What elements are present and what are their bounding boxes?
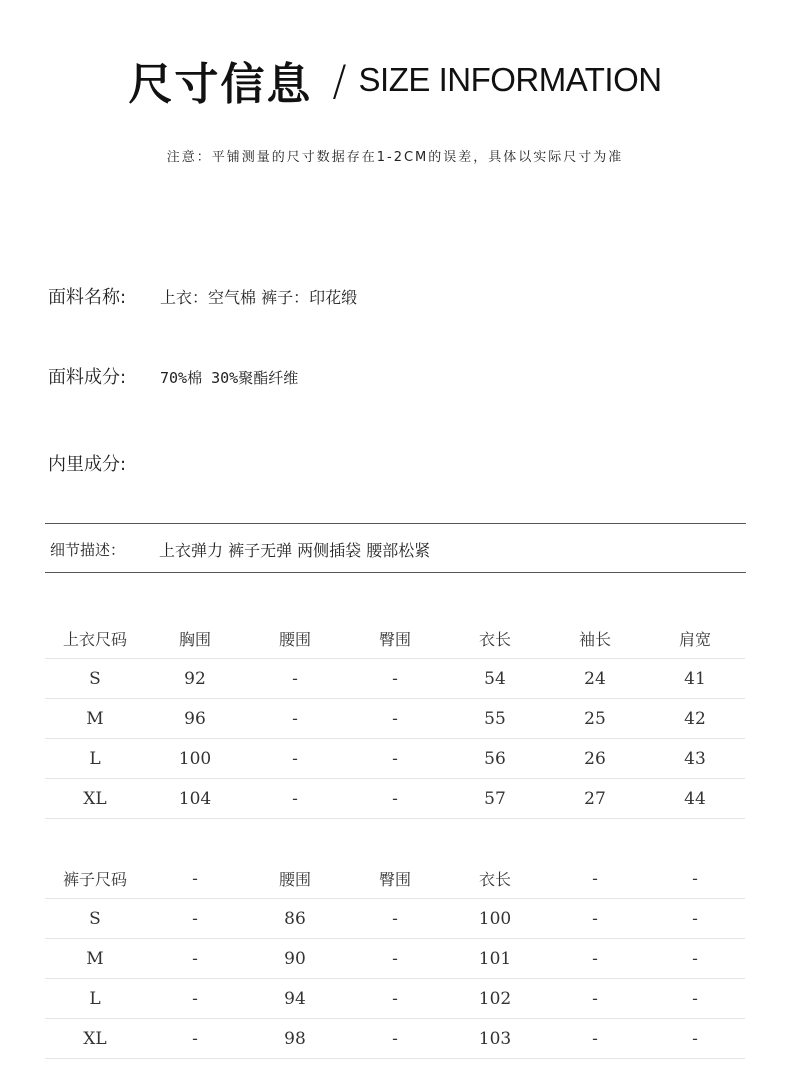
- table-row: [45, 739, 745, 779]
- table-cell: -: [545, 1019, 645, 1059]
- table-cell: -: [145, 939, 245, 979]
- table-cell: -: [545, 899, 645, 939]
- size-cell: S: [45, 899, 145, 939]
- fabric-name-row: [48, 283, 357, 309]
- header-cell: 腰围: [245, 619, 345, 659]
- size-cell: S: [45, 659, 145, 699]
- table-row: [45, 939, 745, 979]
- table-cell: -: [345, 939, 445, 979]
- size-cell: M: [45, 699, 145, 739]
- title-slash: /: [332, 55, 347, 105]
- table-cell: 42: [645, 699, 745, 739]
- table-cell: -: [245, 659, 345, 699]
- table-cell: -: [145, 979, 245, 1019]
- lining-composition-row: [48, 450, 160, 476]
- size-cell: XL: [45, 779, 145, 819]
- header-cell: 袖长: [545, 619, 645, 659]
- table-cell: 90: [245, 939, 345, 979]
- table-header-row: [45, 859, 745, 899]
- details-label: 细节描述：: [50, 541, 126, 559]
- lining-composition-label: 内里成分:: [48, 454, 127, 475]
- table-cell: 25: [545, 699, 645, 739]
- table-cell: 55: [445, 699, 545, 739]
- table-cell: -: [645, 1019, 745, 1059]
- size-cell: M: [45, 939, 145, 979]
- table-row: [45, 979, 745, 1019]
- size-cell: L: [45, 979, 145, 1019]
- details-value: 上衣弹力 裤子无弹 两侧插袋 腰部松紧: [159, 541, 431, 560]
- table-cell: 44: [645, 779, 745, 819]
- table-row: [45, 899, 745, 939]
- table-cell: 26: [545, 739, 645, 779]
- table-cell: 96: [145, 699, 245, 739]
- header-cell: 肩宽: [645, 619, 745, 659]
- header-cell: 臀围: [345, 859, 445, 899]
- header-cell: 胸围: [145, 619, 245, 659]
- table-cell: 86: [245, 899, 345, 939]
- size-cell: L: [45, 739, 145, 779]
- fabric-composition-row: [48, 363, 298, 389]
- header-cell: 臀围: [345, 619, 445, 659]
- table-cell: 57: [445, 779, 545, 819]
- title-chinese: 尺寸信息: [128, 59, 313, 110]
- table-row: [45, 659, 745, 699]
- header-cell: 上衣尺码: [45, 619, 145, 659]
- table-cell: -: [345, 899, 445, 939]
- table-cell: -: [145, 1019, 245, 1059]
- header-cell: 衣长: [445, 859, 545, 899]
- header-cell: 腰围: [245, 859, 345, 899]
- table-cell: 92: [145, 659, 245, 699]
- table-cell: 100: [445, 899, 545, 939]
- table-cell: -: [245, 739, 345, 779]
- table-row: [45, 1019, 745, 1059]
- fabric-composition-value: 70%棉 30%聚酯纤维: [160, 369, 299, 387]
- table-cell: -: [545, 979, 645, 1019]
- table-cell: -: [345, 979, 445, 1019]
- table-cell: 24: [545, 659, 645, 699]
- table-row: [45, 699, 745, 739]
- table-cell: 98: [245, 1019, 345, 1059]
- header-cell: 裤子尺码: [45, 859, 145, 899]
- table-cell: -: [245, 699, 345, 739]
- table-cell: -: [645, 899, 745, 939]
- table-cell: -: [145, 899, 245, 939]
- table-cell: 54: [445, 659, 545, 699]
- table-cell: 101: [445, 939, 545, 979]
- size-cell: XL: [45, 1019, 145, 1059]
- table-cell: -: [345, 1019, 445, 1059]
- table-cell: 100: [145, 739, 245, 779]
- fabric-composition-label: 面料成分:: [48, 367, 127, 388]
- table-row: [45, 779, 745, 819]
- table-cell: 43: [645, 739, 745, 779]
- header-cell: -: [545, 859, 645, 899]
- header-cell: -: [145, 859, 245, 899]
- table-cell: -: [345, 739, 445, 779]
- header-cell: 衣长: [445, 619, 545, 659]
- table-cell: 102: [445, 979, 545, 1019]
- fabric-name-value: 上衣：空气棉 裤子：印花缎: [160, 288, 358, 307]
- page-title: [0, 48, 790, 118]
- table-cell: -: [345, 699, 445, 739]
- table-cell: 41: [645, 659, 745, 699]
- table-cell: -: [645, 979, 745, 1019]
- top-size-table: [45, 619, 745, 819]
- table-cell: -: [545, 939, 645, 979]
- title-english: SIZE INFORMATION: [358, 61, 662, 98]
- table-header-row: [45, 619, 745, 659]
- table-cell: 56: [445, 739, 545, 779]
- table-cell: -: [345, 659, 445, 699]
- fabric-name-label: 面料名称:: [48, 287, 127, 308]
- table-cell: 27: [545, 779, 645, 819]
- table-cell: 94: [245, 979, 345, 1019]
- table-cell: 103: [445, 1019, 545, 1059]
- measurement-note: 注意：平铺测量的尺寸数据存在1-2CM的误差，具体以实际尺寸为准: [166, 150, 624, 165]
- table-cell: -: [245, 779, 345, 819]
- table-cell: -: [645, 939, 745, 979]
- pants-size-table: [45, 859, 745, 1059]
- table-cell: 104: [145, 779, 245, 819]
- details-row: [45, 523, 746, 573]
- header-cell: -: [645, 859, 745, 899]
- table-cell: -: [345, 779, 445, 819]
